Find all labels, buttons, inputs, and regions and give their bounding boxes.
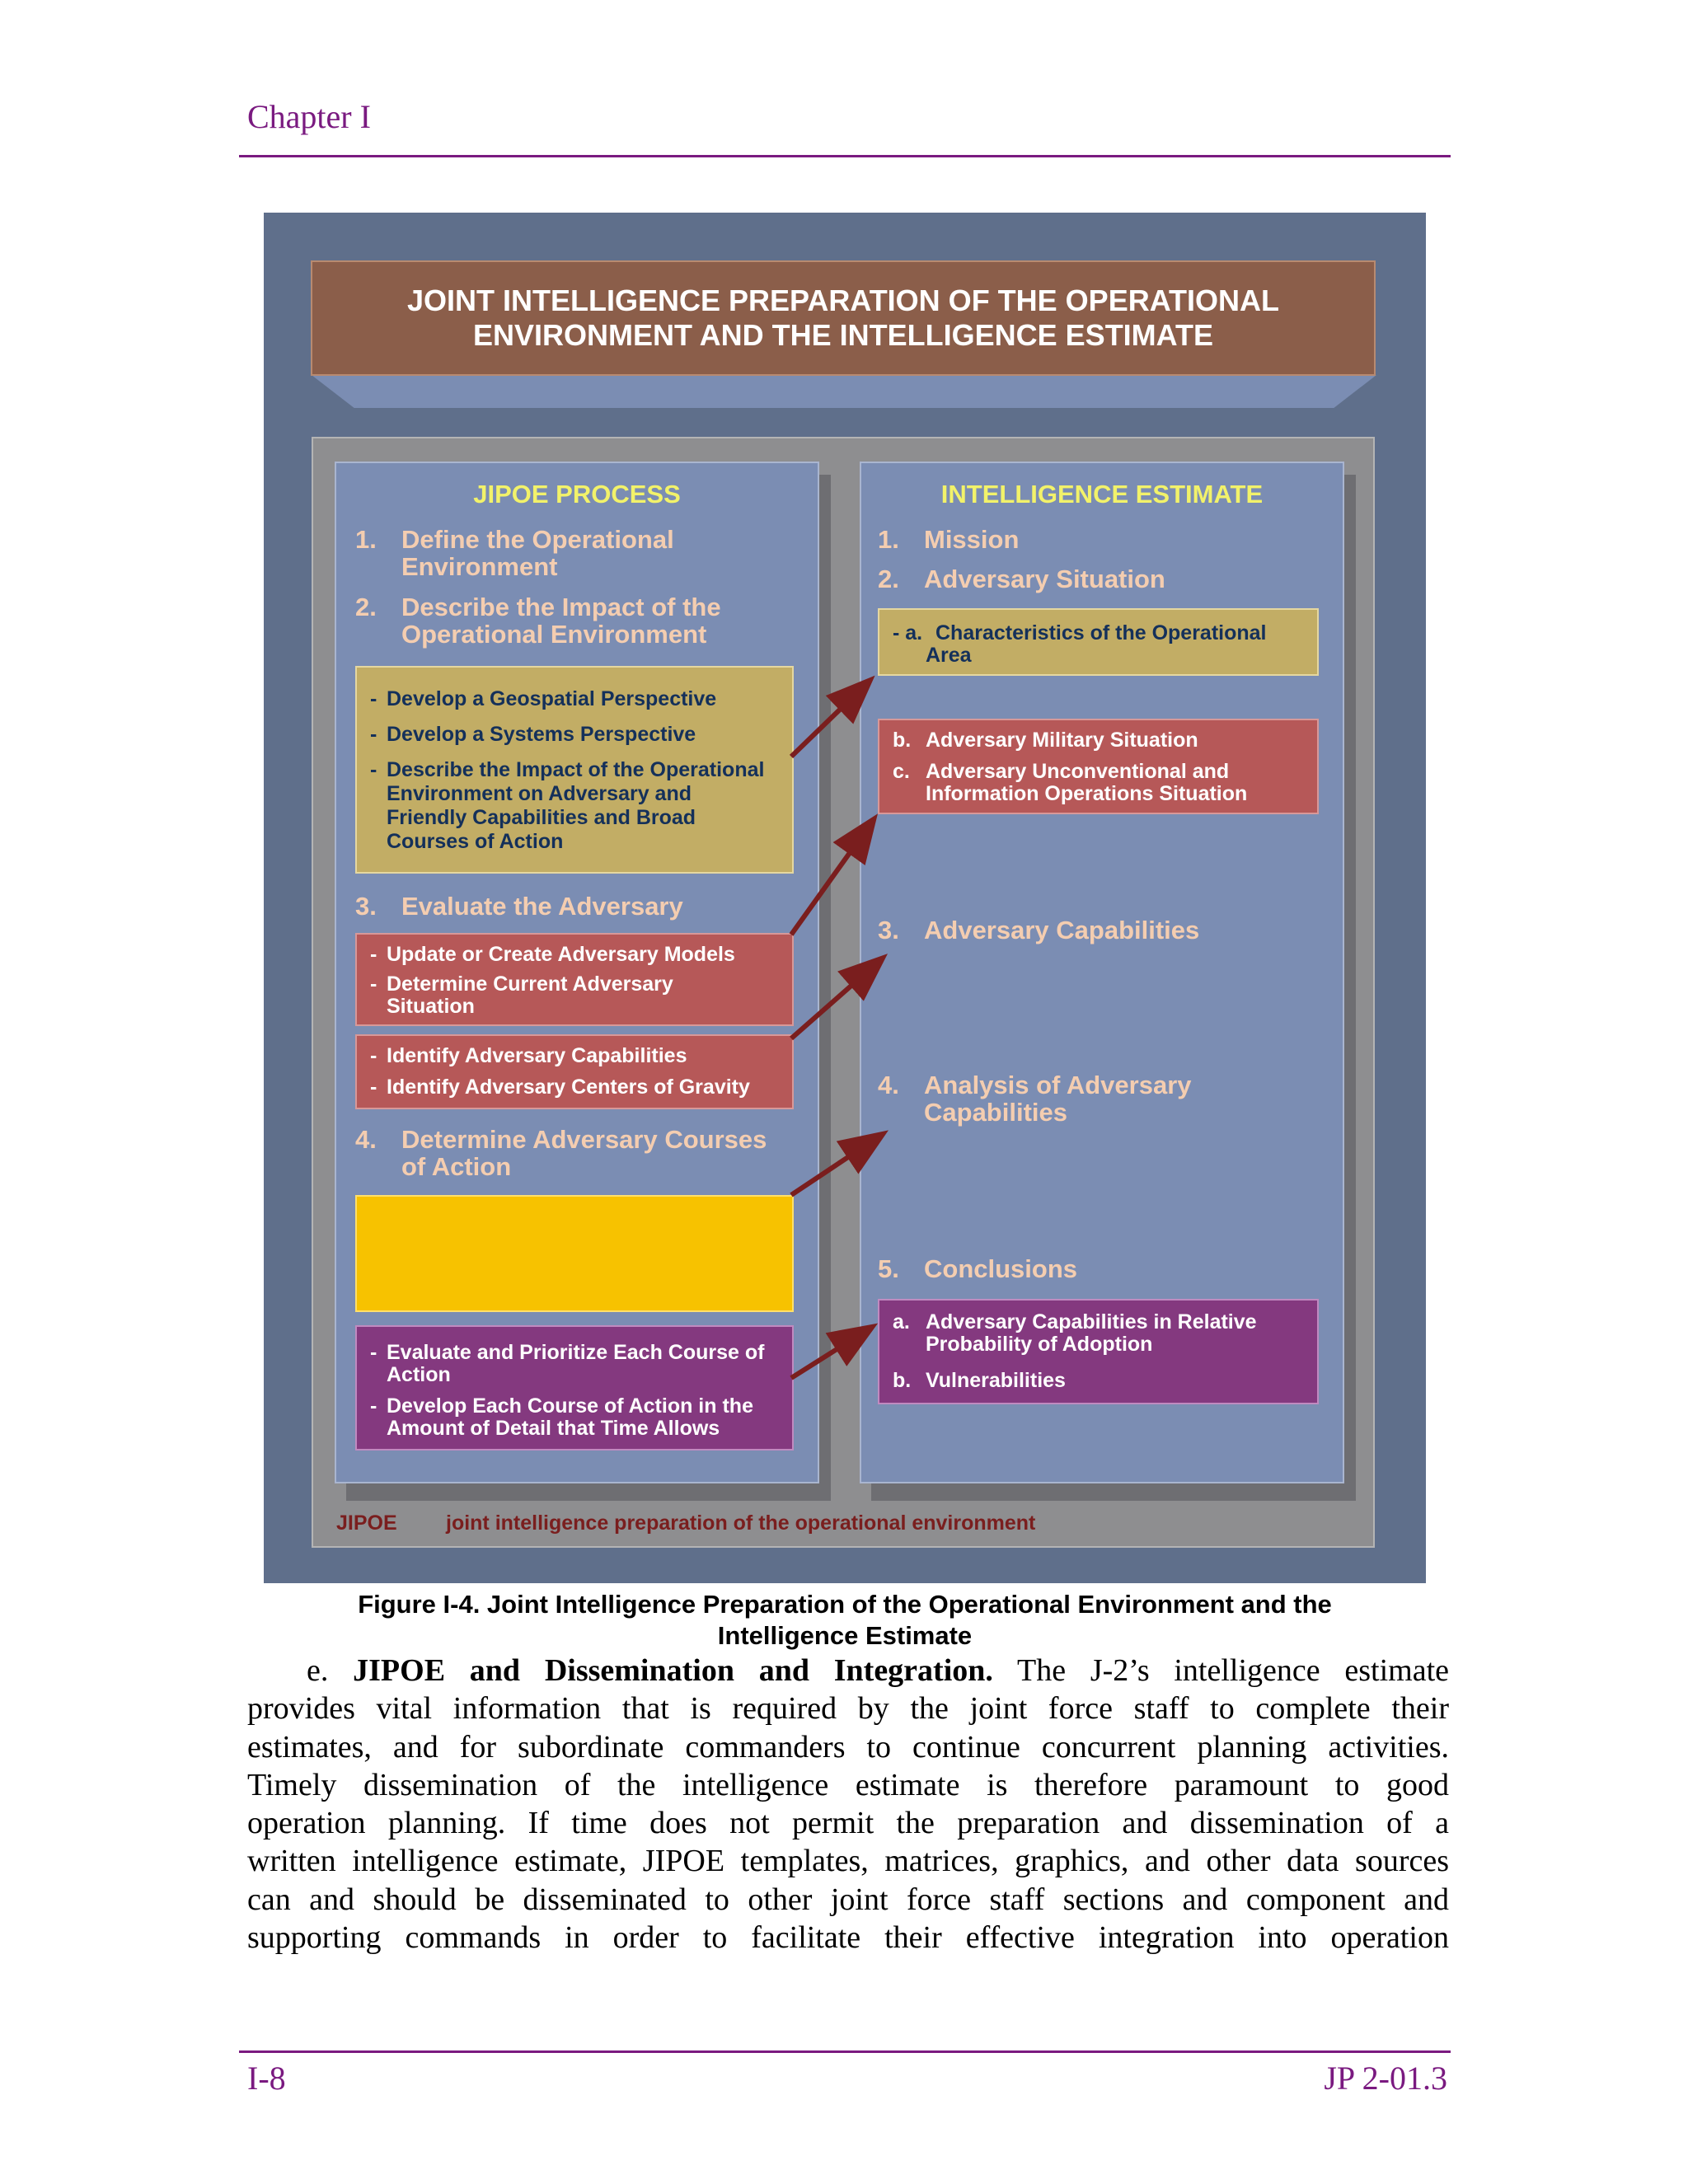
figure-caption (264, 1589, 1426, 1652)
step-text-line-2: of Action (401, 1152, 512, 1181)
list-item: a. Adversary Capabilities in Relative Probability of Adoption (893, 1310, 1257, 1356)
estimate-step-3: 3. Adversary Capabilities (878, 916, 1200, 944)
arrow-describe-to-characteristics (791, 682, 868, 757)
estimate-step-2: 2. Adversary Situation (878, 565, 1165, 593)
list-item: c. Adversary Unconventional and Information Operations Situation (893, 760, 1248, 805)
body-line: written intelligence estimate, JIPOE templates, matrices, graphics, and other data sources (247, 1844, 1449, 1879)
publication-number: JP 2-01.3 (1324, 2060, 1447, 2097)
step-text-line-1: Describe the Impact of the (401, 593, 721, 621)
paragraph-label: e. (307, 1653, 329, 1688)
step-number: 3. (355, 892, 377, 921)
list-item: - Develop Each Course of Action in the Amount of Detail that Time Allows (370, 1394, 753, 1440)
list-item: - Identify Adversary Centers of Gravity (370, 1076, 750, 1099)
estimate-step-4: 4. Analysis of Adversary Capabilities (878, 1071, 1192, 1127)
step-text-line-1: Define the Operational (401, 525, 674, 554)
list-item: b. Vulnerabilities (893, 1369, 1066, 1392)
body-line: e. JIPOE and Dissemination and Integration. The J-2’s intelligence estimate (307, 1653, 1449, 1688)
step-text-line-1: Determine Adversary Courses (401, 1125, 767, 1154)
estimate-step-5: 5. Conclusions (878, 1254, 1078, 1283)
list-item: - Identify Adversary Capabilities (370, 1044, 687, 1067)
step-text-line-1: Evaluate the Adversary (401, 892, 683, 921)
caption-line-2: Intelligence Estimate (717, 1621, 973, 1650)
step-number: 2. (355, 593, 377, 621)
body-line: operation planning. If time does not permit the preparation and dissemination of a (247, 1806, 1449, 1841)
list-item: b. Adversary Military Situation (893, 729, 1198, 752)
body-line: estimates, and for subordinate commanders to continue concurrent planning activities. (247, 1729, 1449, 1765)
step-number: 1. (355, 525, 377, 554)
body-line: provides vital information that is required by the joint force staff to complete their (247, 1691, 1449, 1727)
intelligence-estimate-heading: INTELLIGENCE ESTIMATE (940, 480, 1264, 509)
step-text-line-2: Environment (401, 552, 558, 581)
list-item: - Develop a Systems Perspective (370, 723, 696, 746)
arrow-courses-to-analysis (791, 1136, 880, 1195)
figure-title-line-2: ENVIRONMENT AND THE INTELLIGENCE ESTIMATE (472, 318, 1213, 352)
list-item: - Describe the Impact of the Operational Environment on Adversary and Friendly Capabilities and Broad Courses of Action (370, 758, 765, 853)
jipoe-process-heading: JIPOE PROCESS (473, 480, 681, 509)
body-paragraph (247, 1652, 1449, 1957)
step-number: 4. (355, 1125, 377, 1154)
caption-line-1: Figure I-4. Joint Intelligence Preparation of the Operational Environment and the (358, 1590, 1332, 1619)
list-item: - Update or Create Adversary Models (370, 943, 735, 966)
estimate-step-1: 1. Mission (878, 525, 1020, 554)
figure-title-line-1: JOINT INTELLIGENCE PREPARATION OF THE OPERATIONAL (406, 284, 1280, 317)
arrow-evaluate-to-conclusions (791, 1329, 870, 1378)
list-item: - a. Characteristics of the Operational Area (893, 621, 1267, 667)
list-item: - Develop a Geospatial Perspective (370, 687, 717, 710)
arrow-capabilities-to-adversary-capabilities (791, 960, 880, 1038)
body-line: can and should be disseminated to other joint force staff sections and component and (247, 1882, 1449, 1917)
step-text-line-2: Operational Environment (401, 620, 707, 649)
acronym-definition: joint intelligence preparation of the operational environment (446, 1511, 1036, 1535)
body-line: Timely dissemination of the intelligence estimate is therefore paramount to good (247, 1767, 1449, 1802)
body-line: supporting commands in order to facilitate their effective integration into operation (247, 1920, 1449, 1956)
page-number: I-8 (247, 2060, 286, 2097)
paragraph-heading: JIPOE and Dissemination and Integration. (353, 1653, 993, 1688)
acronym-term: JIPOE (336, 1511, 397, 1535)
chapter-title: Chapter I (247, 98, 371, 135)
arrow-models-to-military (791, 822, 872, 935)
list-item: - Determine Current Adversary Situation (370, 972, 673, 1018)
list-item: - Evaluate and Prioritize Each Course of Action (370, 1341, 765, 1386)
